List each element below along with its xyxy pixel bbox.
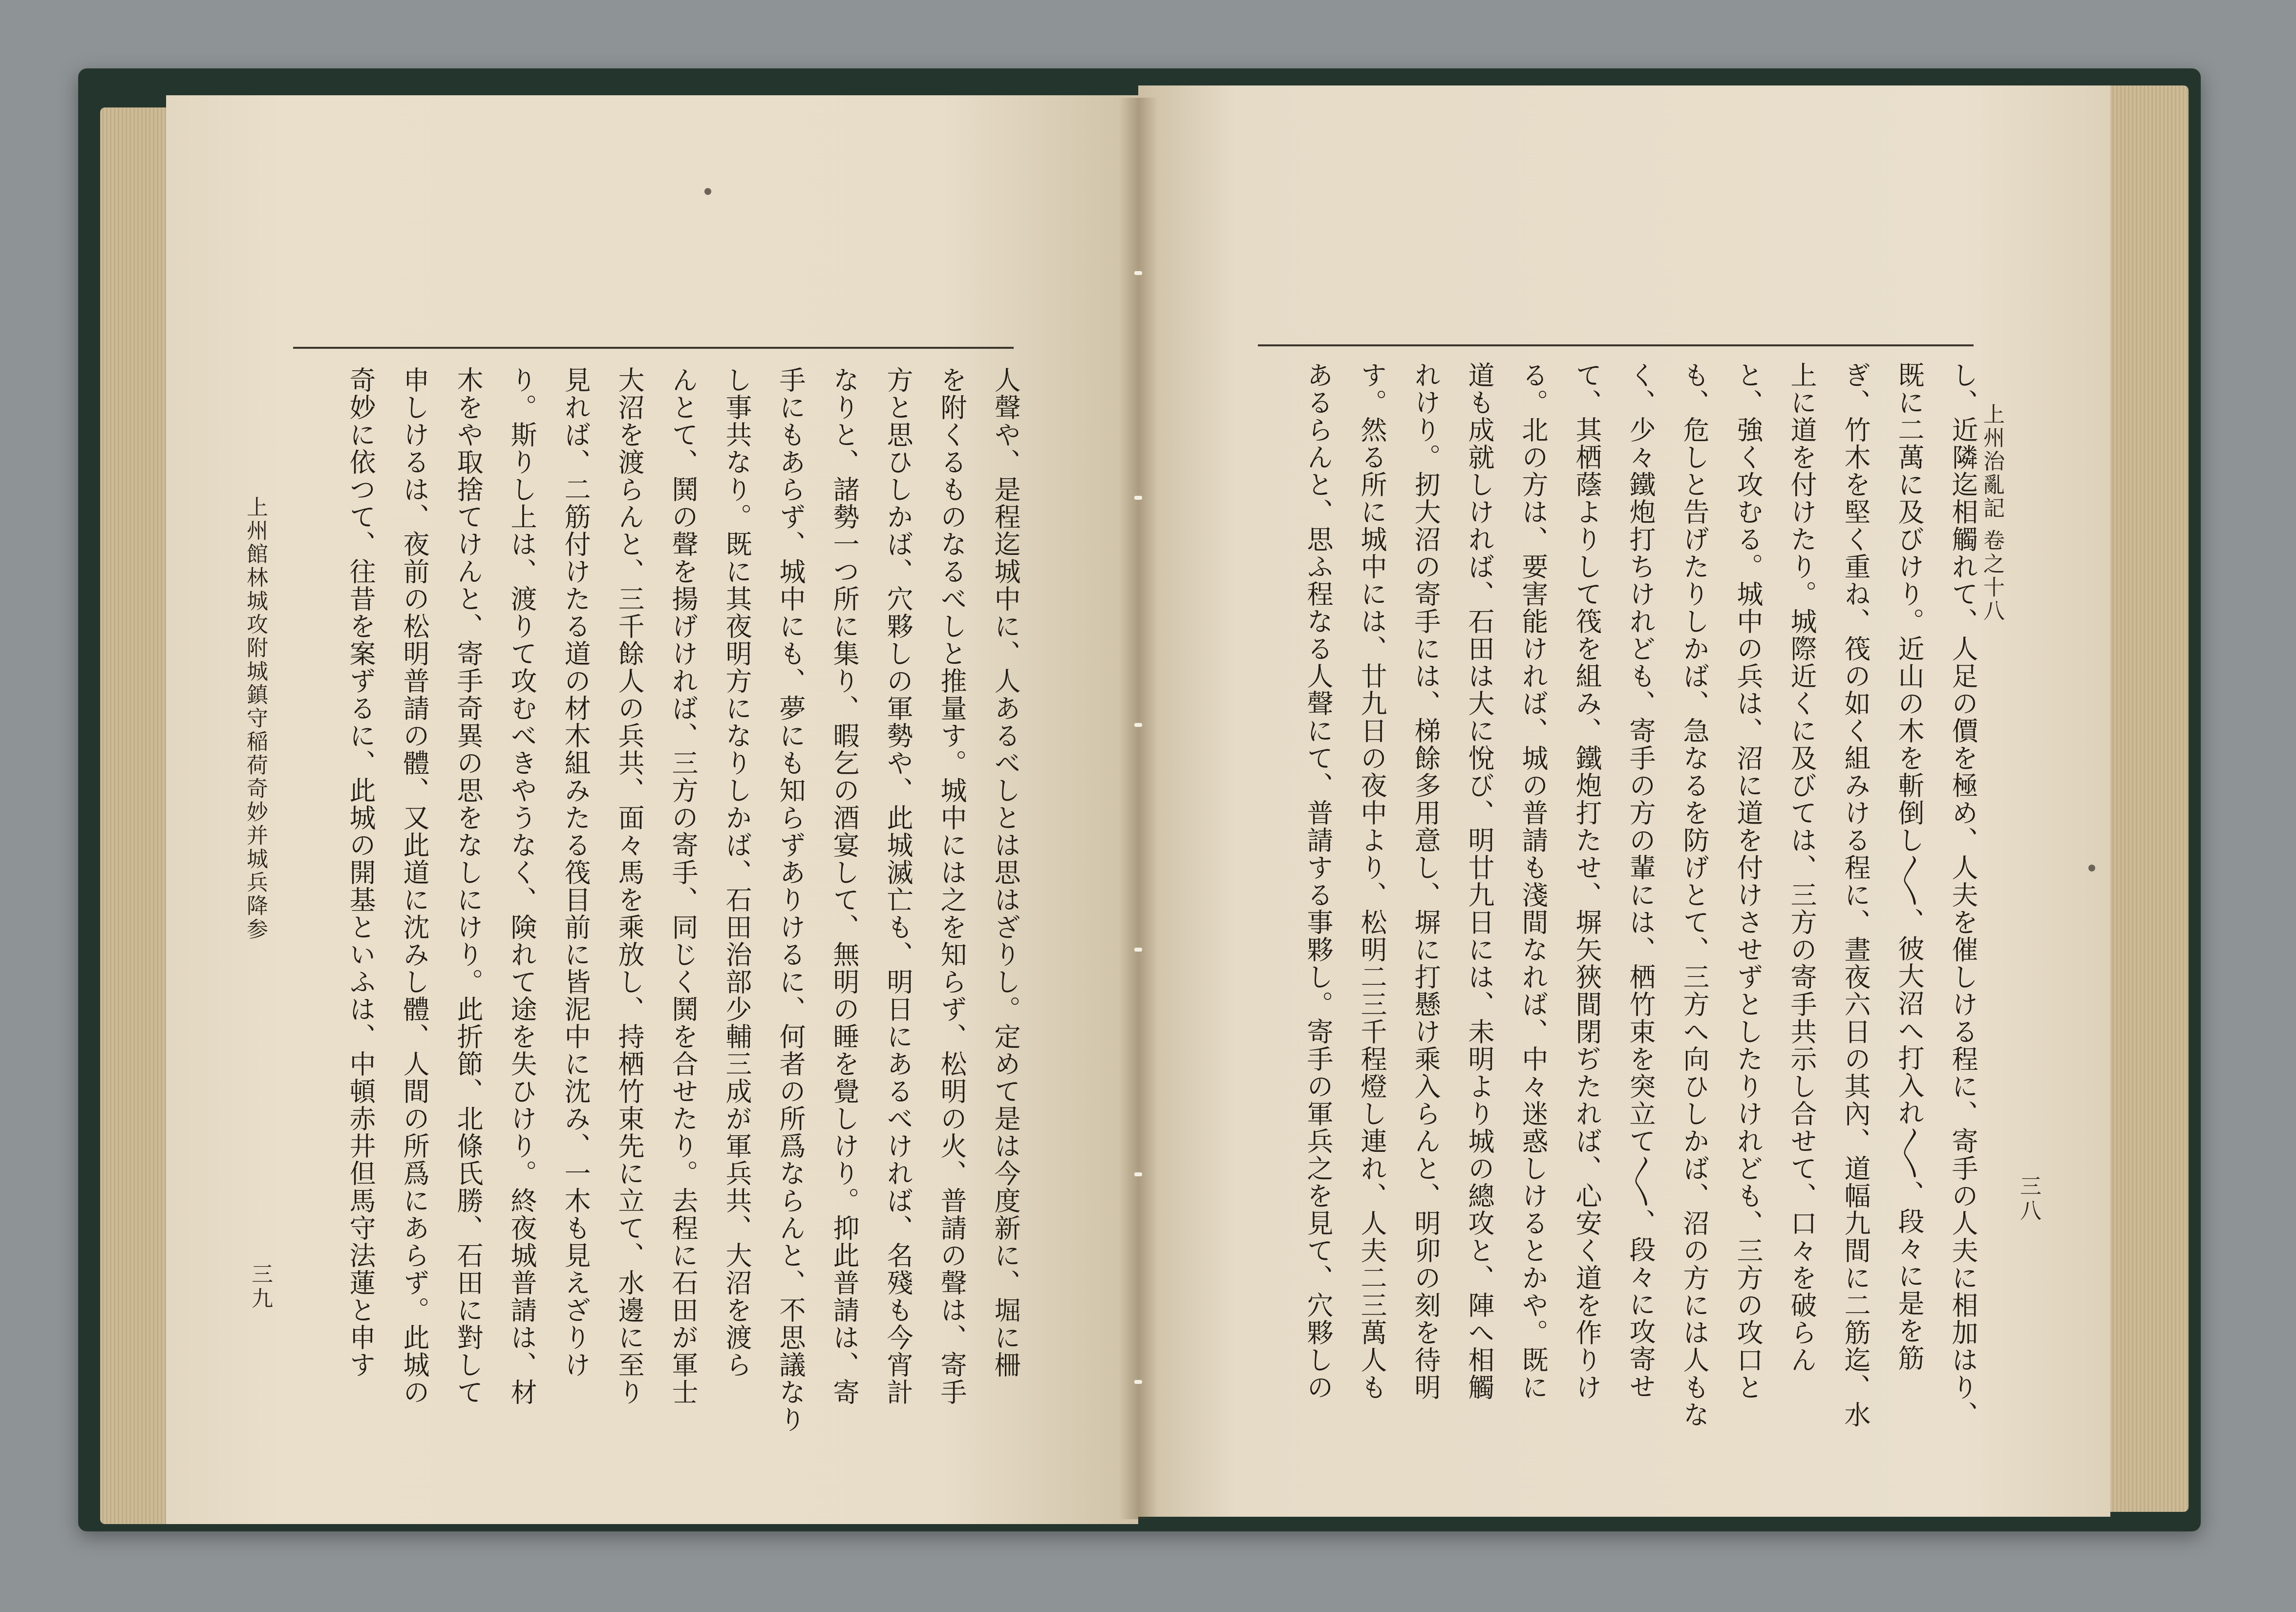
text-column: し、近隣迄相觸れて、人足の價を極め、人夫を催しける程に、寄手の人夫に相加はり、: [1948, 361, 1978, 1428]
running-title-left: 上州館林城攻附城鎮守稲荷奇妙并城兵降参: [243, 496, 268, 941]
text-column: 道も成就しければ、石田は大に悅び、明廿九日には、未明より城の總攻と、陣へ相觸: [1464, 361, 1495, 1401]
binding-stitch: [1134, 1172, 1142, 1176]
paper-speck: [2088, 865, 2095, 871]
text-column: 奇妙に依つて、往昔を案ずるに、此城の開基といふは、中頓赤井但馬守法蓮と申す: [345, 366, 376, 1379]
binding-stitch: [1134, 948, 1142, 952]
text-column: ぎ、竹木を堅く重ね、筏の如く組みける程に、晝夜六日の其內、道幅九間に二筋迄、水: [1840, 361, 1871, 1428]
text-column: 人聲や、是程迄城中に、人あるべしとは思はざりし。定めて是は今度新に、堀に柵: [990, 366, 1021, 1379]
text-column: り。斯りし上は、渡りて攻むべきやうなく、険れて途を失ひけり。終夜城普請は、材: [507, 366, 537, 1406]
text-column: し事共なり。既に其夜明方になりしかば、石田治部少輔三成が軍兵共、大沼を渡ら: [722, 366, 752, 1379]
text-column: 既に二萬に及びけり。近山の木を斬倒し〳〵、彼大沼へ打入れ〳〵、段々に是を筋: [1894, 361, 1925, 1372]
text-column: く、少々鐵炮打ちけれども、寄手の方の輩には、栖竹束を突立て〳〵、段々に攻寄せ: [1625, 361, 1656, 1400]
text-column: んとて、鬨の聲を揚げければ、三方の寄手、同じく鬨を合せたり。去程に石田が軍士: [668, 366, 699, 1406]
text-column: て、其栖蔭よりして筏を組み、鐵炮打たせ、塀矢狹間閉ぢたれば、心安く道を作りけ: [1572, 361, 1602, 1401]
text-column: あるらんと、思ふ程なる人聲にて、普請する事夥し。寄手の軍兵之を見て、穴夥しの: [1303, 361, 1334, 1401]
header-rule: [293, 347, 1014, 349]
text-column: れけり。扨大沼の寄手には、梯餘多用意し、塀に打懸け乘入らんと、明卯の刻を待明: [1410, 361, 1441, 1401]
text-column: 大沼を渡らんと、三千餘人の兵共、面々馬を乘放し、持栖竹束先に立て、水邊に至り: [614, 366, 645, 1406]
page-number-left: 三九: [248, 1263, 273, 1312]
text-column: も、危しと告げたりしかば、急なるを防げとて、三方へ向ひしかば、沼の方には人もな: [1679, 361, 1710, 1428]
text-column: 手にもあらず、城中にも、夢にも知らずありけるに、何者の所爲ならんと、不思議なり: [775, 366, 806, 1433]
binding-stitch: [1134, 1380, 1142, 1384]
book-gutter: [1119, 98, 1158, 1519]
text-column: 見れば、二筋付けたる道の材木組みたる筏目前に皆泥中に沈み、一木も見えざりけ: [560, 366, 591, 1379]
text-column: 上に道を付けたり。城際近くに及びては、三方の寄手共示し合せて、口々を破らん: [1786, 361, 1817, 1374]
text-column: 方と思ひしかば、穴夥しの軍勢や、此城滅亡も、明日にあるべければ、名殘も今宵計: [883, 366, 914, 1406]
binding-stitch: [1134, 496, 1142, 500]
binding-stitch: [1134, 723, 1142, 727]
text-column: と、強く攻むる。城中の兵は、沼に道を付けさせずとしたりけれども、三方の攻口と: [1733, 361, 1764, 1401]
text-column: す。然る所に城中には、廿九日の夜中より、松明二三千程燈し連れ、人夫二三萬人も: [1357, 361, 1387, 1401]
running-title-right: 上州治亂記 卷之十八: [1979, 403, 2004, 623]
paper-speck: [704, 188, 711, 195]
binding-stitch: [1134, 271, 1142, 275]
text-column: る。北の方は、要害能ければ、城の普請も淺間なれば、中々迷惑しけるとかや。既に: [1518, 361, 1549, 1401]
page-number-right: 三八: [2016, 1175, 2041, 1224]
text-column: を附くるものなるべしと推量す。城中には之を知らず、松明の火、普請の聲は、寄手: [936, 366, 967, 1406]
page-edges-right: [2110, 85, 2189, 1512]
right-page: [1138, 85, 2110, 1517]
text-column: なりと、諸勢一つ所に集り、暇乞の酒宴して、無明の睡を覺しけり。抑此普請は、寄: [829, 366, 860, 1406]
page-edges-left: [100, 107, 173, 1524]
header-rule: [1258, 344, 1974, 346]
text-column: 木をや取捨てけんと、寄手奇異の思をなしにけり。此折節、北條氏勝、石田に對して: [453, 366, 484, 1406]
left-page: [166, 95, 1138, 1524]
text-column: 申しけるは、夜前の松明普請の體、又此道に沈みし體、人間の所爲にあらず。此城の: [399, 366, 430, 1406]
